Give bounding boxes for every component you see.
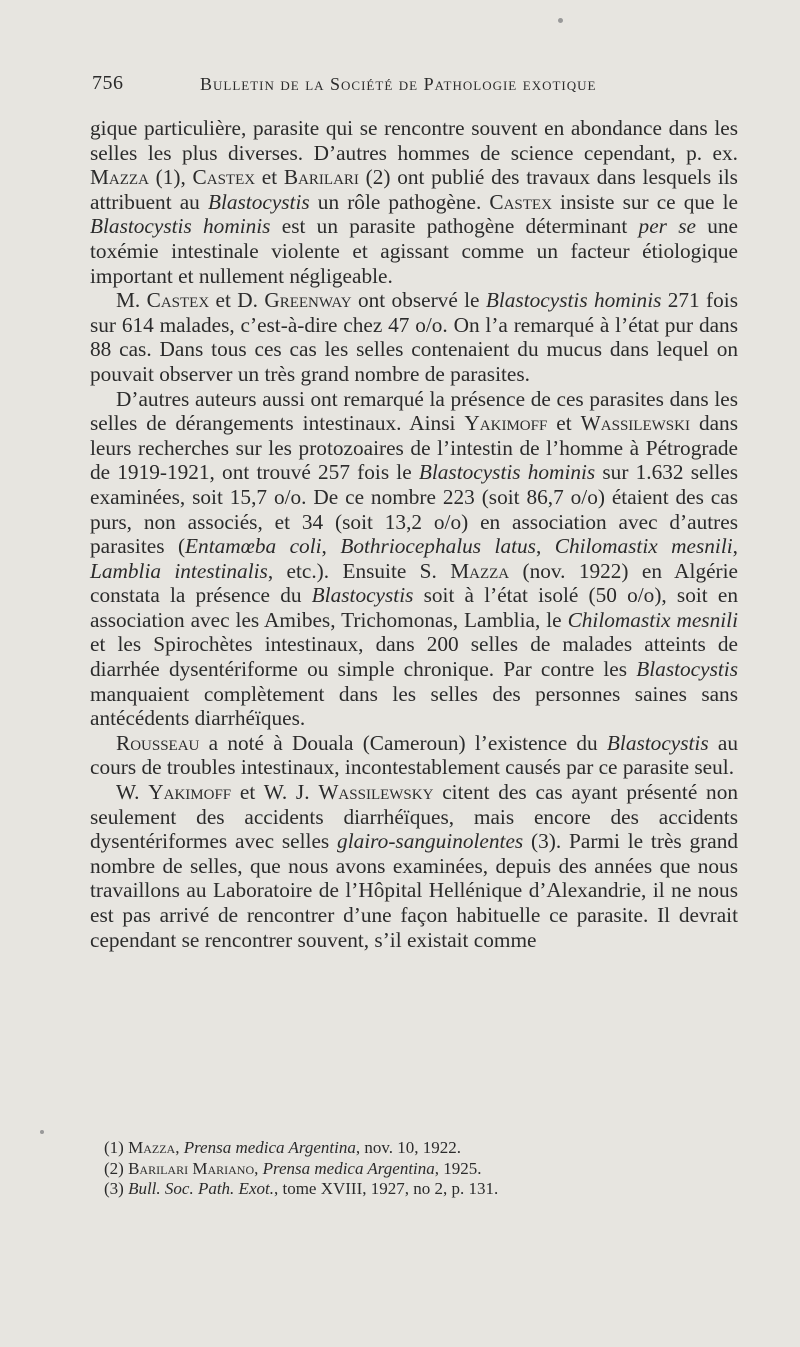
small-caps-name: Barilari Mariano	[128, 1158, 255, 1178]
italic-term: Blastocystis	[311, 583, 414, 608]
italic-term: Chilomastix mesnili	[567, 607, 738, 632]
small-caps-name: Castex	[489, 189, 552, 214]
small-caps-name: Wassilewsky	[318, 780, 434, 805]
italic-term: Entamœba coli	[185, 534, 322, 559]
text-run: D’autres auteurs aussi ont remarqué la présence de ces parasites dans les selles de dérangements intestinaux. Ainsi	[90, 386, 738, 436]
italic-term: glairo-sanguinolentes	[337, 829, 524, 854]
italic-term: per se	[638, 214, 696, 239]
italic-term: Bull. Soc. Path. Exot.	[128, 1179, 274, 1198]
text-run: W.	[116, 780, 149, 805]
running-header	[92, 72, 652, 98]
italic-term: Blastocystis hominis	[418, 460, 596, 485]
small-caps-name: Rousseau	[116, 730, 200, 755]
small-caps-name: Greenway	[264, 288, 352, 313]
small-caps-name: Mazza	[90, 165, 149, 190]
text-run: une toxémie intestinale violente et agissant comme un facteur étiologique important et nullement négligeable.	[90, 214, 738, 288]
small-caps-name: Wassilewski	[580, 411, 690, 436]
italic-term: Bothriocephalus latus	[340, 534, 536, 559]
text-run: a noté à Douala (Cameroun) l’existence du	[199, 730, 607, 755]
text-run: , etc.). Ensuite S.	[267, 558, 451, 583]
text-run: ,	[254, 1158, 263, 1178]
paragraph	[90, 116, 738, 288]
ink-speck	[40, 1130, 44, 1134]
italic-term: Blastocystis	[636, 657, 738, 682]
body-text	[90, 116, 738, 952]
text-run: (nov. 1922) en Algérie constata la présence du	[90, 558, 739, 608]
paragraph	[90, 731, 738, 780]
text-run: ,	[175, 1138, 184, 1157]
text-run: dans leurs recherches sur les protozoaires de l’intestin de l’homme à Pétrograde de 1919-1921, ont trouvé 257 fois le	[90, 411, 738, 485]
text-run: , nov. 10, 1922.	[355, 1138, 462, 1157]
text-run: et W. J.	[231, 780, 319, 805]
text-run: ,	[321, 534, 341, 559]
italic-term: Blastocystis	[606, 730, 709, 755]
text-run: M.	[116, 288, 147, 313]
journal-title: Bulletin de la Société de Pathologie exotique	[200, 74, 597, 94]
text-run: un rôle pathogène.	[309, 189, 490, 214]
paragraph	[90, 288, 738, 386]
paragraph	[90, 780, 738, 952]
small-caps-name: Yakimoff	[464, 411, 548, 436]
text-run: , 1925.	[434, 1158, 482, 1178]
italic-term: Blastocystis hominis	[485, 288, 662, 313]
italic-term: Lamblia intestinalis	[90, 558, 268, 583]
small-caps-name: Castex	[146, 288, 210, 313]
footnote	[104, 1159, 724, 1180]
text-run: (3). Parmi le très grand nombre de selles, que nous avons examinées, depuis des années que nous travaillons au Laboratoire de l’Hôpital Hellénique d’Alexandrie, il ne nous est pas arrivé de rencontrer d’une façon habituelle ce parasite. Il devrait cependant se rencontrer souvent, s’il existait comme	[90, 829, 739, 952]
text-run: au cours de troubles intestinaux, incontestablement causés par ce parasite seul.	[90, 730, 738, 780]
text-run: sur 1.632 selles examinées, soit 15,7 o/o. De ce nombre 223 (soit 86,7 o/o) étaient des cas purs, non associés, et 34 (soit 13,2 o/o) en association avec d’autres parasites (	[90, 460, 739, 559]
footnote	[104, 1138, 724, 1159]
small-caps-name: Castex	[192, 165, 256, 190]
text-run: (1)	[104, 1138, 129, 1157]
small-caps-name: Mazza	[128, 1138, 176, 1157]
italic-term: Blastocystis hominis	[90, 214, 271, 239]
text-run: gique particulière, parasite qui se rencontre souvent en abondance dans les selles les plus diverses. D’autres hommes de science cependant, p. ex.	[90, 116, 738, 165]
ink-speck	[558, 18, 563, 23]
small-caps-name: Barilari	[283, 165, 359, 190]
text-run: citent des cas ayant présenté non seulement des accidents diarrhéïques, mais encore des accidents dysentériformes avec selles	[90, 780, 738, 854]
small-caps-name: Mazza	[450, 558, 510, 583]
text-run: ont observé le	[351, 288, 486, 313]
text-run: et	[547, 411, 581, 436]
text-run: insiste sur ce que le	[551, 189, 738, 214]
page-number: 756	[92, 72, 124, 94]
small-caps-name: Yakimoff	[148, 780, 232, 805]
italic-term: Blastocystis	[207, 189, 310, 214]
text-run: (3)	[104, 1179, 129, 1198]
text-run: 271 fois sur 614 malades, c’est-à-dire chez 47 o/o. On l’a remarqué à l’état pur dans 88 cas. Dans tous ces cas les selles contenaient du mucus dans lequel on pouvait observer un très grand nombre de parasites.	[90, 288, 738, 386]
text-run: , tome XVIII, 1927, no 2, p. 131.	[273, 1179, 499, 1198]
text-run: manquaient complètement dans les selles des personnes saines sans antécédents diarrhéïques.	[90, 681, 738, 731]
paragraph	[90, 387, 738, 731]
text-run: (2) ont publié des travaux dans lesquels ils attribuent au	[90, 165, 738, 214]
italic-term: Prensa medica Argentina	[183, 1138, 356, 1157]
text-run: ,	[732, 534, 738, 559]
text-run: et	[255, 165, 284, 190]
text-run: soit à l’état isolé (50 o/o), soit en association avec les Amibes, Trichomonas, Lamblia, le	[90, 583, 738, 632]
footnotes	[104, 1138, 724, 1200]
text-run: et les Spirochètes intestinaux, dans 200 selles de malades atteints de diarrhée dysentériforme ou simple chronique. Par contre les	[90, 632, 738, 682]
text-run: est un parasite pathogène déterminant	[270, 214, 639, 239]
footnote	[104, 1179, 724, 1200]
text-run: (1),	[148, 165, 193, 190]
italic-term: Chilomastix mesnili	[554, 534, 733, 559]
text-run: (2)	[104, 1158, 129, 1178]
text-run: ,	[535, 534, 555, 559]
text-run: et D.	[209, 288, 265, 313]
italic-term: Prensa medica Argentina	[262, 1158, 435, 1178]
